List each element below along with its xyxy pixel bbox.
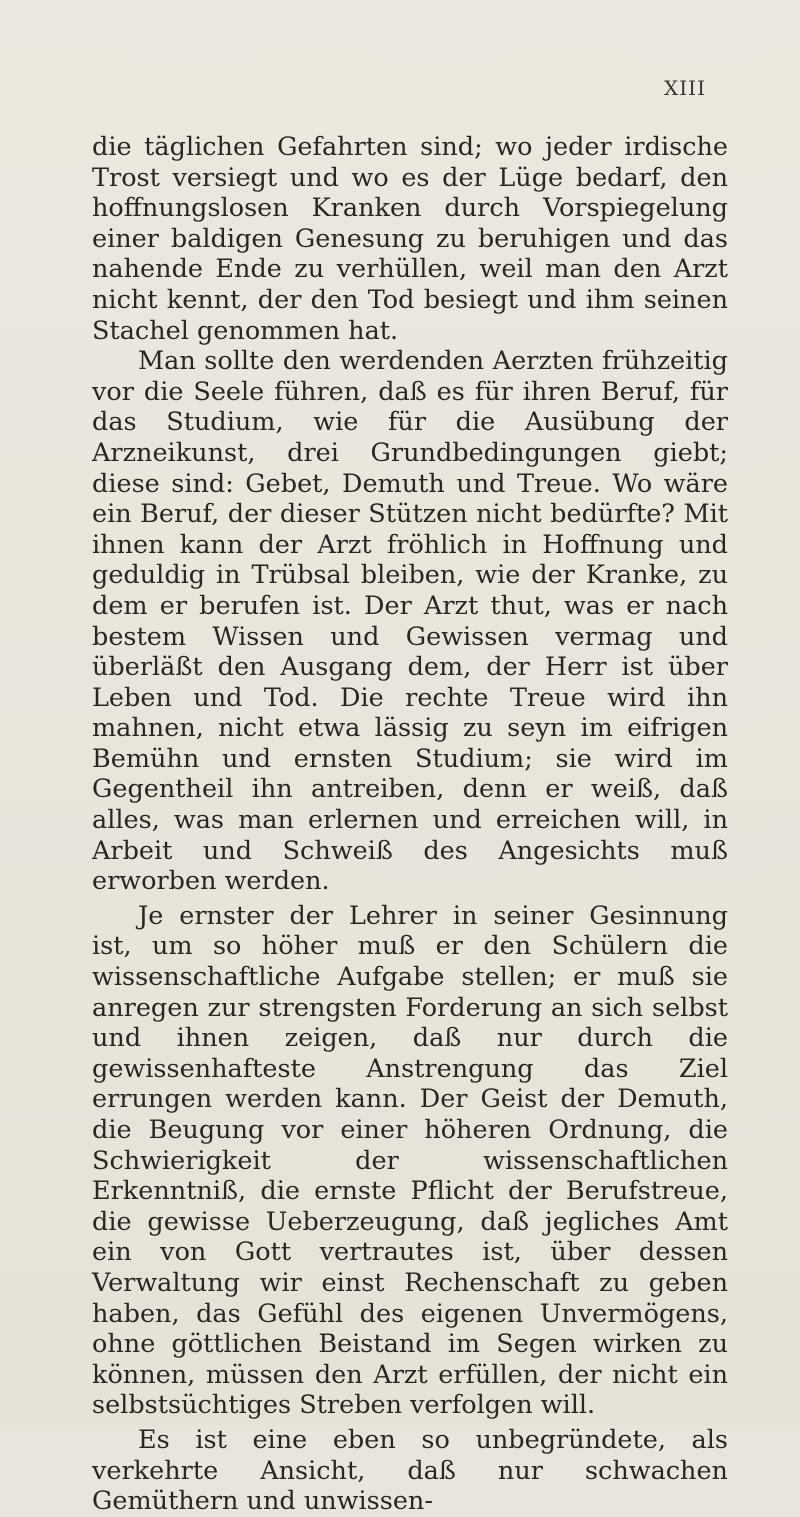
paragraph-1: die täglichen Gefahrten sind; wo jeder irdische Trost versiegt und wo es der Lüge bedarf, den hoffnungslosen Kranken durch Vorspiegelung einer baldigen Genesung zu beruhigen und das nahende Ende zu verhüllen, weil man den Arzt nicht kennt, der den Tod besiegt und ihm seinen Stachel genommen hat. bbox=[92, 132, 728, 346]
page-number: XIII bbox=[664, 76, 706, 100]
paragraph-3: Je ernster der Lehrer in seiner Gesinnung ist, um so höher muß er den Schülern die wissenschaftliche Aufgabe stellen; er muß sie anregen zur strengsten Forderung an sich selbst und ihnen zeigen, daß nur durch die gewissenhafteste Anstrengung das Ziel errungen werden kann. Der Geist der Demuth, die Beugung vor einer höheren Ordnung, die Schwierigkeit der wissenschaftlichen Erkenntniß, die ernste Pflicht der Berufstreue, die gewisse Ueberzeugung, daß jegliches Amt ein von Gott vertrautes ist, über dessen Verwaltung wir einst Rechenschaft zu geben haben, das Gefühl des eigenen Unvermögens, ohne göttlichen Beistand im Segen wirken zu können, müssen den Arzt erfüllen, der nicht ein selbstsüchtiges Streben verfolgen will. bbox=[92, 900, 728, 1421]
paragraph-2: Man sollte den werdenden Aerzten frühzeitig vor die Seele führen, daß es für ihren Beruf, für das Studium, wie für die Ausübung der Arzneikunst, drei Grundbedingungen giebt; diese sind: Gebet, Demuth und Treue. Wo wäre ein Beruf, der dieser Stützen nicht bedürfte? Mit ihnen kann der Arzt fröhlich in Hoffnung und geduldig in Trübsal bleiben, wie der Kranke, zu dem er berufen ist. Der Arzt thut, was er nach bestem Wissen und Gewissen vermag und überläßt den Ausgang dem, der Herr ist über Leben und Tod. Die rechte Treue wird ihn mahnen, nicht etwa lässig zu seyn im eifrigen Bemühn und ernsten Studium; sie wird im Gegentheil ihn antreiben, denn er weiß, daß alles, was man erlernen und erreichen will, in Arbeit und Schweiß des Angesichts muß erworben werden. bbox=[92, 346, 728, 897]
paragraph-4: Es ist eine eben so unbegründete, als verkehrte Ansicht, daß nur schwachen Gemüthern und unwissen- bbox=[92, 1424, 728, 1517]
